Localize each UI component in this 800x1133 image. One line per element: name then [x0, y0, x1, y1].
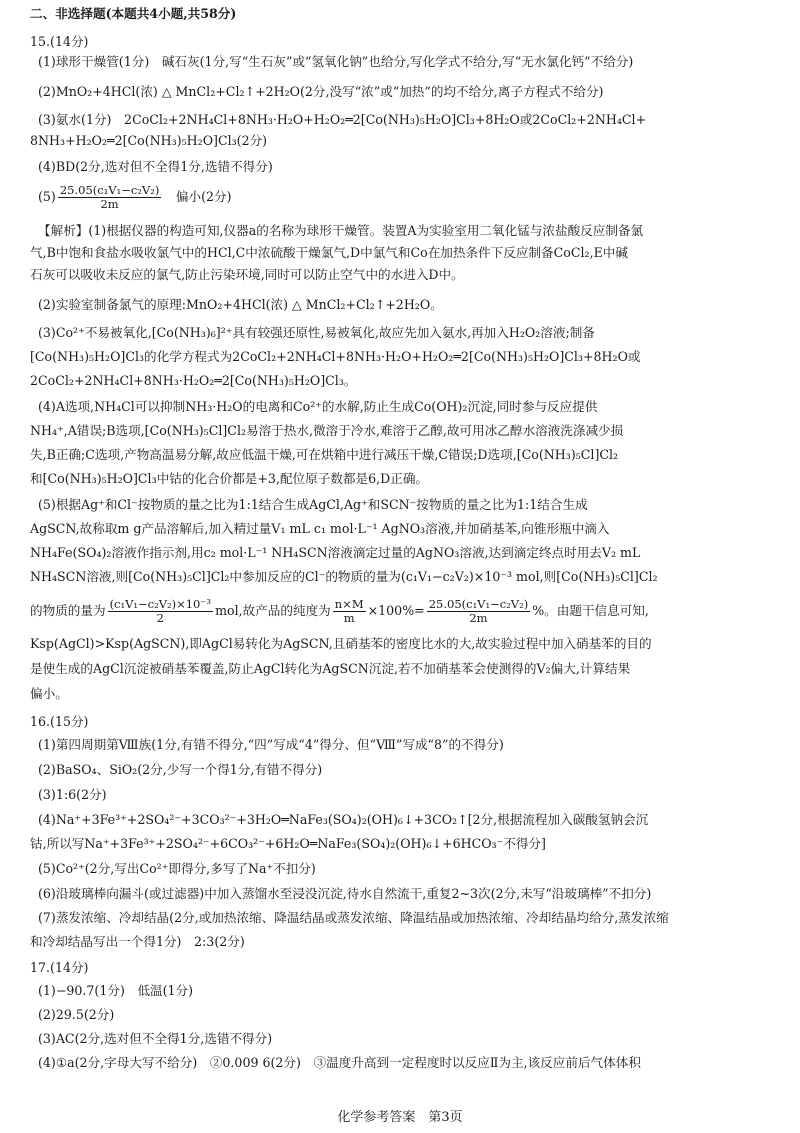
fraction-denominator: 2m: [469, 611, 488, 625]
q15-answer-2: (2)MnO₂+4HCl(浓) △ MnCl₂+Cl₂↑+2H₂O(2分,没写“浓”或“加热”的均不给分,离子方程式不给分): [38, 84, 604, 99]
fraction-denominator: m: [343, 611, 355, 625]
purity-fraction-1: [108, 598, 214, 625]
q15-answer-5-prefix: (5): [38, 189, 56, 204]
q16-answer-7-line-1: (7)蒸发浓缩、冷却结晶(2分,或加热浓缩、降温结晶或蒸发浓缩、降温结晶或加热浓缩、冷却结晶均给分,蒸发浓缩: [38, 910, 669, 925]
q15-explanation-4-line-3: 失,B正确;C选项,产物高温易分解,故应低温干燥,可在烘箱中进行减压干燥,C错误;D选项,[Co(NH₃)₅Cl]Cl₂: [30, 447, 619, 462]
q15-explanation-5-line-2: AgSCN,故称取m g产品溶解后,加入精过量V₁ mL c₁ mol·L⁻¹ AgNO₃溶液,并加硝基苯,向锥形瓶中滴入: [30, 521, 610, 536]
q15-explanation-5-line-8: 偏小。: [30, 686, 68, 701]
q17-answer-3: (3)AC(2分,选对但不全得1分,选错不得分): [38, 1031, 273, 1046]
q15-answer-3-line-2: 8NH₃+H₂O₂═2[Co(NH₃)₅H₂O]Cl₃(2分): [30, 133, 268, 148]
fraction-numerator: n×M: [334, 597, 364, 611]
q15-explanation-4-line-1: (4)A选项,NH₄Cl可以抑制NH₃·H₂O的电离和Co²⁺的水解,防止生成Co(OH)₂沉淀,同时参与反应提供: [38, 399, 598, 414]
q15-explanation-line-1: 【解析】(1)根据仪器的构造可知,仪器a的名称为球形干燥管。装置A为实验室用二氧化锰与浓盐酸反应制备氯: [38, 223, 644, 238]
fraction-numerator: 25.05(c₁V₁−c₂V₂): [428, 597, 529, 611]
q15-answer-4: (4)BD(2分,选对但不全得1分,选错不得分): [38, 159, 273, 174]
q16-header: 16.(15分): [30, 714, 89, 729]
fraction-numerator: 25.05(c₁V₁−c₂V₂): [59, 183, 160, 197]
purity-fraction-3: [427, 598, 530, 625]
q15-explanation-5-line-7: 是使生成的AgCl沉淀被硝基苯覆盖,防止AgCl转化为AgSCN沉淀,若不加硝基苯会使测得的V₂偏大,计算结果: [30, 661, 631, 676]
q15-answer-5-fraction: [58, 184, 161, 211]
q15-answer-5: [38, 180, 782, 214]
q15-explanation-5-line-6: Ksp(AgCl)>Ksp(AgSCN),即AgCl易转化为AgSCN,且硝基苯的密度比水的大,故实验过程中加入硝基苯的目的: [30, 636, 652, 651]
q16-answer-1: (1)第四周期第Ⅷ族(1分,有错不得分,“四”写成“4”得分、但“Ⅷ”写成“8”的不得分): [38, 737, 504, 752]
q17-answer-1: (1)−90.7(1分) 低温(1分): [38, 983, 194, 998]
q15-header: 15.(14分): [30, 34, 89, 49]
q15-explanation-3-line-3: 2CoCl₂+2NH₄Cl+8NH₃·H₂O₂═2[Co(NH₃)₅H₂O]Cl₃。: [30, 373, 357, 388]
q16-answer-2: (2)BaSO₄、SiO₂(2分,少写一个得1分,有错不得分): [38, 762, 323, 777]
q16-answer-7-line-2: 和冷却结晶写出一个得1分) 2:3(2分): [30, 934, 245, 949]
q15-answer-5-suffix: 偏小(2分): [163, 189, 232, 204]
q15-explanation-3-line-1: (3)Co²⁺不易被氧化,[Co(NH₃)₆]²⁺具有较强还原性,易被氧化,故应先加入氨水,再加入H₂O₂溶液;制备: [38, 325, 595, 340]
q15-explanation-4-line-2: NH₄⁺,A错误;B选项,[Co(NH₃)₅Cl]Cl₂易溶于热水,微溶于冷水,难溶于乙醇,故可用冰乙醇水溶液洗涤减少损: [30, 423, 624, 438]
purity-text-b: mol,故产品的纯度为: [215, 603, 331, 618]
q16-answer-6: (6)沿玻璃棒向漏斗(或过滤器)中加入蒸馏水至浸没沉淀,待水自然流干,重复2~3次(2分,未写“沿玻璃棒”不扣分): [38, 886, 652, 901]
q15-explanation-5-line-5: [30, 594, 782, 628]
section-title: 二、非选择题(本题共4小题,共58分): [30, 6, 237, 21]
q15-explanation-4-line-4: 和[Co(NH₃)₅H₂O]Cl₃中钴的化合价都是+3,配位原子数都是6,D正确。: [30, 471, 429, 486]
purity-text-d: %。由题干信息可知,: [532, 603, 649, 618]
purity-text-c: ×100%=: [367, 603, 425, 618]
q15-explanation-line-3: 石灰可以吸收未反应的氯气,防止污染环境,同时可以防止空气中的水进入D中。: [30, 267, 464, 282]
q15-explanation-line-2: 气,B中饱和食盐水吸收氯气中的HCl,C中浓硫酸干燥氯气,D中氯气和Co在加热条件下反应制备CoCl₂,E中碱: [30, 245, 628, 260]
fraction-denominator: 2: [156, 611, 164, 625]
q15-answer-1: (1)球形干燥管(1分) 碱石灰(1分,写“生石灰”或“氢氧化钠”也给分,写化学式不给分,写“无水氯化钙”不给分): [38, 54, 634, 69]
q15-explanation-5-line-4: NH₄SCN溶液,则[Co(NH₃)₅Cl]Cl₂中参加反应的Cl⁻的物质的量为(c₁V₁−c₂V₂)×10⁻³ mol,则[Co(NH₃)₅Cl]Cl₂: [30, 569, 658, 584]
q15-explanation-3-line-2: [Co(NH₃)₅H₂O]Cl₃的化学方程式为2CoCl₂+2NH₄Cl+8NH₃·H₂O+H₂O₂═2[Co(NH₃)₅H₂O]Cl₃+8H₂O或: [30, 349, 641, 364]
page-footer: 化学参考答案 第3页: [337, 1110, 463, 1125]
q16-answer-4-line-1: (4)Na⁺+3Fe³⁺+2SO₄²⁻+3CO₃²⁻+3H₂O═NaFe₃(SO₄)₂(OH)₆↓+3CO₂↑[2分,根据流程加入碳酸氢钠会沉: [38, 812, 649, 827]
q15-explanation-5-line-3: NH₄Fe(SO₄)₂溶液作指示剂,用c₂ mol·L⁻¹ NH₄SCN溶液滴定过量的AgNO₃溶液,达到滴定终点时用去V₂ mL: [30, 545, 641, 560]
q15-answer-3-line-1: (3)氨水(1分) 2CoCl₂+2NH₄Cl+8NH₃·H₂O+H₂O₂═2[Co(NH₃)₅H₂O]Cl₃+8H₂O或2CoCl₂+2NH₄Cl+: [38, 112, 647, 127]
q16-answer-5: (5)Co²⁺(2分,写出Co²⁺即得分,多写了Na⁺不扣分): [38, 861, 316, 876]
purity-fraction-2: [333, 598, 366, 625]
q16-answer-3: (3)1:6(2分): [38, 787, 107, 802]
q17-header: 17.(14分): [30, 960, 89, 975]
purity-text-a: 的物质的量为: [30, 603, 106, 618]
q17-answer-4: (4)①a(2分,字母大写不给分) ②0.009 6(2分) ③温度升高到一定程度时以反应Ⅱ为主,该反应前后气体体积: [38, 1055, 641, 1070]
fraction-denominator: 2m: [100, 197, 119, 211]
fraction-numerator: (c₁V₁−c₂V₂)×10⁻³: [109, 597, 212, 611]
q16-answer-4-line-2: 钴,所以写Na⁺+3Fe³⁺+2SO₄²⁻+6CO₃²⁻+6H₂O═NaFe₃(SO₄)₂(OH)₆↓+6HCO₃⁻不得分]: [30, 836, 546, 851]
q15-explanation-2: (2)实验室制备氯气的原理:MnO₂+4HCl(浓) △ MnCl₂+Cl₂↑+2H₂O。: [38, 297, 443, 312]
q17-answer-2: (2)29.5(2分): [38, 1007, 115, 1022]
q15-explanation-5-line-1: (5)根据Ag⁺和Cl⁻按物质的量之比为1:1结合生成AgCl,Ag⁺和SCN⁻按物质的量之比为1:1结合生成: [38, 497, 588, 512]
